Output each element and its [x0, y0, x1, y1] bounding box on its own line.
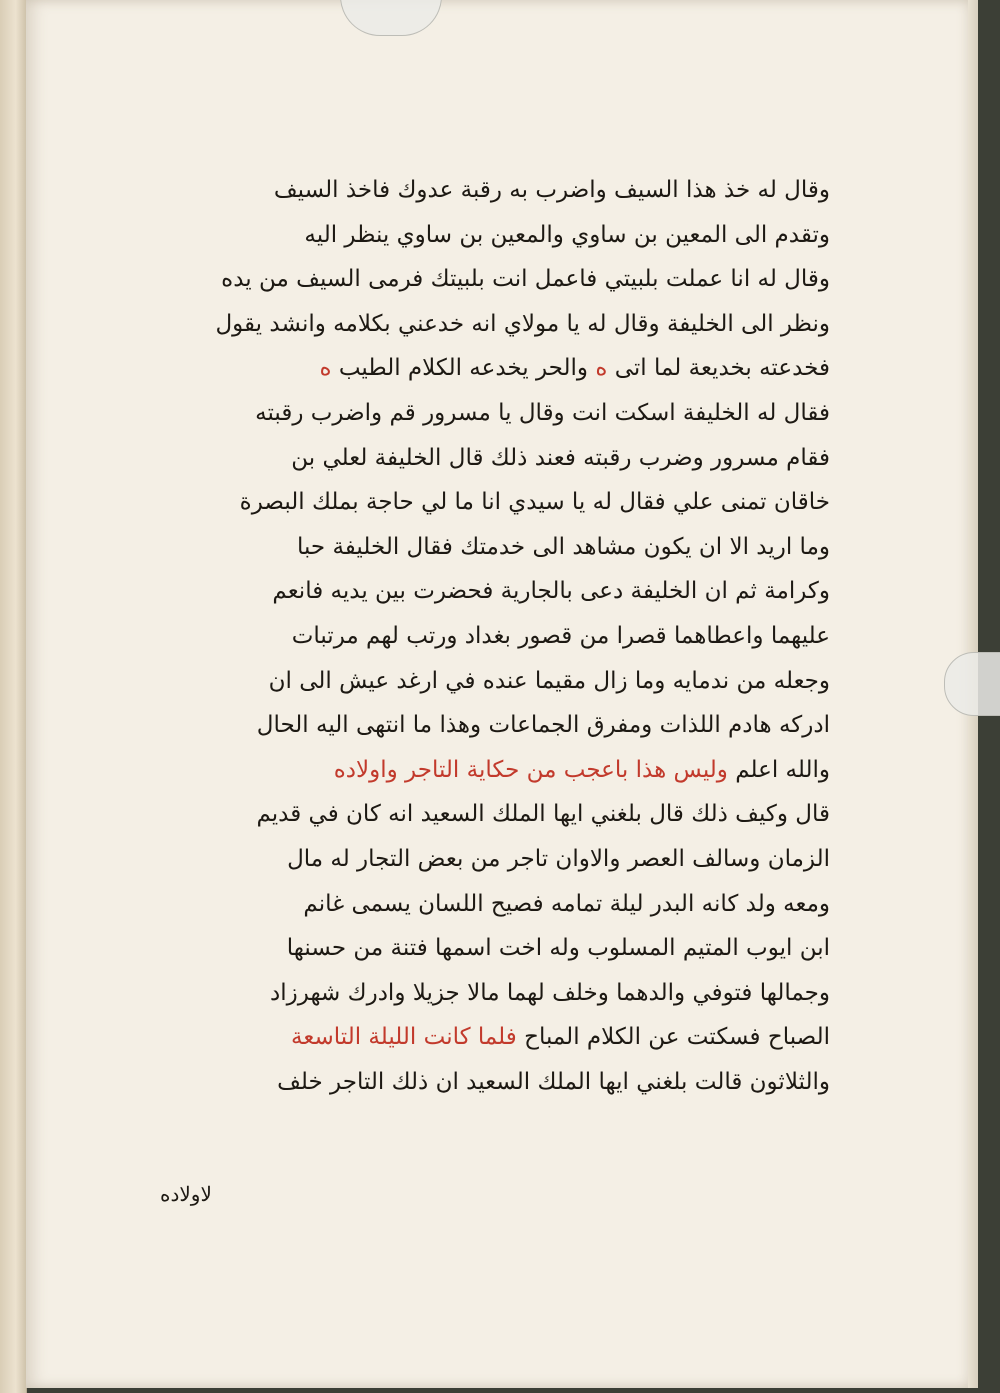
text-line: [110, 614, 830, 659]
body-text: وكرامة ثم ان الخليفة دعى بالجارية فحضرت بين يديه فانعم: [272, 578, 830, 605]
text-line: [110, 346, 830, 391]
text-line: [110, 748, 830, 793]
text-line: [110, 257, 830, 302]
text-line: [110, 792, 830, 837]
body-text: قال وكيف ذلك قال بلغني ايها الملك السعيد انه كان في قديم: [256, 801, 830, 828]
text-line: [110, 480, 830, 525]
body-text: فخدعته بخديعة لما اتى: [614, 355, 830, 382]
body-text: وقال له خذ هذا السيف واضرب به رقبة عدوك فاخذ السيف: [273, 177, 830, 203]
text-line: [110, 569, 830, 614]
text-line: [110, 168, 830, 213]
text-line: [110, 391, 830, 436]
text-line: [110, 1060, 830, 1105]
body-text: ومعه ولد كانه البدر ليلة تمامه فصيح اللسان يسمى غانم: [303, 890, 830, 917]
body-text: ونظر الى الخليفة وقال له يا مولاي انه خدعني بكلامه وانشد يقول: [215, 310, 830, 337]
text-line: [110, 1015, 830, 1060]
body-text: عليهما واعطاهما قصرا من قصور بغداد ورتب لهم مرتبات: [291, 622, 830, 649]
body-text: والله اعلم: [727, 756, 830, 783]
catchword: لاولاده: [160, 1182, 212, 1206]
text-line: [110, 882, 830, 927]
body-text: وما اريد الا ان يكون مشاهد الى خدمتك فقال الخليفة حبا: [296, 533, 830, 560]
manuscript-text: [110, 168, 830, 1104]
body-text: الزمان وسالف العصر والاوان تاجر من بعض التجار له مال: [287, 845, 830, 872]
body-text: وجعله من ندمايه وما زال مقيما عنده في ارغد عيش الى ان: [268, 667, 830, 694]
body-text: فقام مسرور وضرب رقبته فعند ذلك قال الخليفة لعلي بن: [291, 444, 830, 471]
page-clip-right: [944, 652, 1000, 716]
text-line: [110, 436, 830, 481]
body-text: والحر يخدعه الكلام الطيب: [338, 355, 589, 382]
text-line: [110, 926, 830, 971]
body-text: وجمالها فتوفي والدهما وخلف لهما مالا جزيلا وادرك شهرزاد: [270, 979, 830, 1006]
facing-page-edge: [0, 0, 27, 1393]
rubric-text: وليس هذا باعجب من حكاية التاجر واولاده: [333, 756, 728, 783]
rubric-text: ه: [588, 355, 615, 382]
body-text: وقال له انا عملت بلبيتي فاعمل انت بلبيتك فرمى السيف من يده: [221, 266, 830, 293]
body-text: ابن ايوب المتيم المسلوب وله اخت اسمها فتنة من حسنها: [286, 935, 830, 962]
body-text: وتقدم الى المعين بن ساوي والمعين بن ساوي ينظر اليه: [304, 221, 830, 248]
body-text: والثلاثون قالت بلغني ايها الملك السعيد ان ذلك التاجر خلف: [277, 1068, 830, 1095]
body-text: خاقان تمنى علي فقال له يا سيدي انا ما لي حاجة بملك البصرة: [239, 489, 830, 516]
text-line: [110, 837, 830, 882]
rubric-text: فلما كانت الليلة التاسعة: [291, 1024, 517, 1051]
text-line: [110, 213, 830, 258]
rubric-text: ه: [319, 355, 339, 382]
text-line: [110, 659, 830, 704]
text-line: [110, 971, 830, 1016]
body-text: فقال له الخليفة اسكت انت وقال يا مسرور قم واضرب رقبته: [255, 399, 830, 426]
body-text: ادركه هادم اللذات ومفرق الجماعات وهذا ما انتهى اليه الحال: [256, 712, 830, 739]
text-line: [110, 703, 830, 748]
body-text: الصباح فسكتت عن الكلام المباح: [516, 1024, 830, 1051]
text-line: [110, 525, 830, 570]
text-line: [110, 302, 830, 347]
